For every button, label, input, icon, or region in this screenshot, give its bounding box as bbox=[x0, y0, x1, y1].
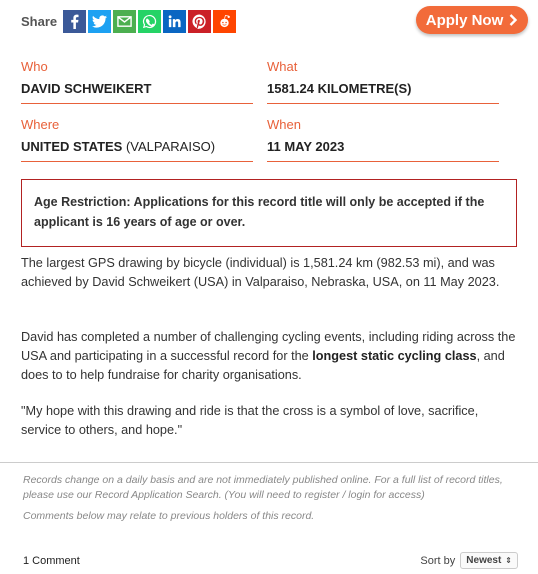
background-text-end: , and does to to help fundraise for charity organisations. bbox=[21, 349, 505, 382]
where-label: Where bbox=[21, 117, 60, 132]
whatsapp-icon[interactable] bbox=[138, 10, 161, 33]
records-disclaimer: Records change on a daily basis and are not immediately published online. For a full list of record titles, please use our Record Application Search. (You will need to register / login for access) bbox=[23, 474, 503, 501]
when-field bbox=[267, 117, 499, 162]
what-label: What bbox=[267, 59, 298, 74]
who-value: DAVID SCHWEIKERT bbox=[21, 81, 253, 104]
email-icon[interactable] bbox=[113, 10, 136, 33]
comments-disclaimer: Comments below may relate to previous holders of this record. bbox=[23, 510, 315, 522]
comment-count: 1 Comment bbox=[23, 555, 80, 567]
record-background bbox=[21, 328, 517, 385]
twitter-icon[interactable] bbox=[88, 10, 111, 33]
what-value: 1581.24 KILOMETRE(S) bbox=[267, 81, 499, 104]
who-label: Who bbox=[21, 59, 48, 74]
when-label: When bbox=[267, 117, 301, 132]
facebook-icon[interactable] bbox=[63, 10, 86, 33]
sort-label: Sort by bbox=[420, 554, 456, 567]
sort-control bbox=[420, 552, 518, 569]
record-description: The largest GPS drawing by bicycle (individual) is 1,581.24 km (982.53 mi), and was achieved by David Schweikert (USA) in Valparaiso, Nebraska, USA, on 11 May 2023. bbox=[21, 256, 500, 289]
where-value-row bbox=[21, 139, 253, 162]
reddit-icon[interactable] bbox=[213, 10, 236, 33]
sort-value: Newest bbox=[466, 555, 502, 566]
linkedin-icon[interactable] bbox=[163, 10, 186, 33]
pinterest-icon[interactable] bbox=[188, 10, 211, 33]
chevron-right-icon bbox=[509, 14, 518, 26]
apply-now-button[interactable] bbox=[416, 6, 528, 34]
where-value: UNITED STATES bbox=[21, 139, 123, 154]
share-label: Share bbox=[21, 14, 58, 29]
share-bar bbox=[21, 9, 238, 34]
sort-arrows-icon: ⇕ bbox=[505, 556, 512, 565]
age-restriction-notice: Age Restriction: Applications for this record title will only be accepted if the applicant is 16 years of age or over. bbox=[21, 179, 517, 247]
what-field bbox=[267, 59, 499, 104]
background-text-start: David has completed a number of challenging cycling events, including riding across the USA and participating in a successful record for the bbox=[21, 330, 516, 363]
when-value: 11 MAY 2023 bbox=[267, 139, 499, 162]
sort-select[interactable] bbox=[460, 552, 518, 569]
who-field bbox=[21, 59, 253, 104]
longest-static-cycling-class-link[interactable]: longest static cycling class bbox=[312, 349, 477, 363]
section-divider bbox=[0, 462, 538, 463]
where-extra: (VALPARAISO) bbox=[122, 139, 216, 154]
apply-now-label: Apply Now bbox=[425, 11, 504, 29]
where-field bbox=[21, 117, 253, 162]
record-quote: "My hope with this drawing and ride is that the cross is a symbol of love, sacrifice, service to others, and hope." bbox=[21, 404, 479, 437]
